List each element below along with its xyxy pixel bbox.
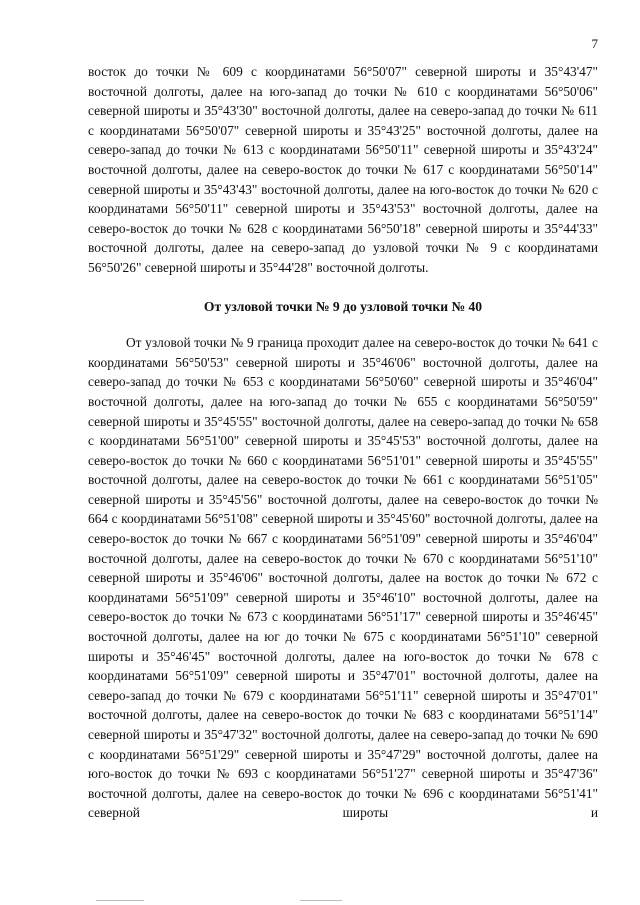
section-heading: От узловой точки № 9 до узловой точки № 40 [203,298,483,314]
boundary-description-paragraph: восток до точки № 609 с координатами 56°50'07" северной широты и 35°43'47" восточной долготы, далее на юго-запад до точки № 610 с координатами 56°50'06" северной широты и 35°43'30" восточной долготы, далее на северо-запад до точки № 611 с координатами 56°50'07" северной широты и 35°43'25" восточной долготы, далее на северо-запад до точки № 613 с координатами 56°50'11" северной широты и 35°43'24" восточной долготы, далее на северо-восток до точки № 617 с координатами 56°50'14" северной широты и 35°43'43" восточной долготы, далее на юго-восток до точки № 620 с координатами 56°50'11" северной широты и 35°43'53" восточной долготы, далее на северо-восток до точки № 628 с координатами 56°50'18" северной широты и 35°44'33" восточной долготы, далее на северо-запад до узловой точки № 9 с координатами 56°50'26" северной широты и 35°44'28" восточной долготы. [88,64,598,275]
scan-edge-mark [96,900,144,901]
page-number: 7 [591,36,598,51]
scan-edge-mark [300,900,342,901]
boundary-description-paragraph-continued: От узловой точки № 9 граница проходит далее на северо-восток до точки № 641 с координатами 56°50'53" северной широты и 35°46'06" восточной долготы, далее на северо-запад до точки № 653 с координатами 56°50'60" северной широты и 35°46'04" восточной долготы, далее на юго-запад до точки № 655 с координатами 56°50'59" северной широты и 35°45'55" восточной долготы, далее на северо-запад до точки № 658 с координатами 56°51'00" северной широты и 35°45'53" восточной долготы, далее на северо-восток до точки № 660 с координатами 56°51'01" северной широты и 35°45'55" восточной долготы, далее на северо-восток до точки № 661 с координатами 56°51'05" северной широты и 35°45'56" восточной долготы, далее на северо-восток до точки № 664 с координатами 56°51'08" северной широты и 35°45'60" восточной долготы, далее на северо-восток до точки № 667 с координатами 56°51'09" северной широты и 35°46'04" восточной долготы, далее на северо-восток до точки № 670 с координатами 56°51'10" северной широты и 35°46'06" восточной долготы, далее на восток до точки № 672 с координатами 56°51'09" северной широты и 35°46'10" восточной долготы, далее на северо-восток до точки № 673 с координатами 56°51'17" северной широты и 35°46'45" восточной долготы, далее на юг до точки № 675 с координатами 56°51'10" северной широты и 35°46'45" восточной долготы, далее на юго-восток до точки № 678 с координатами 56°51'09" северной широты и 35°47'01" восточной долготы, далее на северо-запад до точки № 679 с координатами 56°51'11" северной широты и 35°47'01" восточной долготы, далее на северо-восток до точки № 683 с координатами 56°51'14" северной широты и 35°47'32" восточной долготы, далее на северо-запад до точки № 690 с координатами 56°51'29" северной широты и 35°47'29" восточной долготы, далее на юго-восток до точки № 693 с координатами 56°51'27" северной широты и 35°47'36" восточной долготы, далее на северо-восток до точки № 696 с координатами 56°51'41" северной широты и [88,335,598,821]
document-body [88,62,598,823]
